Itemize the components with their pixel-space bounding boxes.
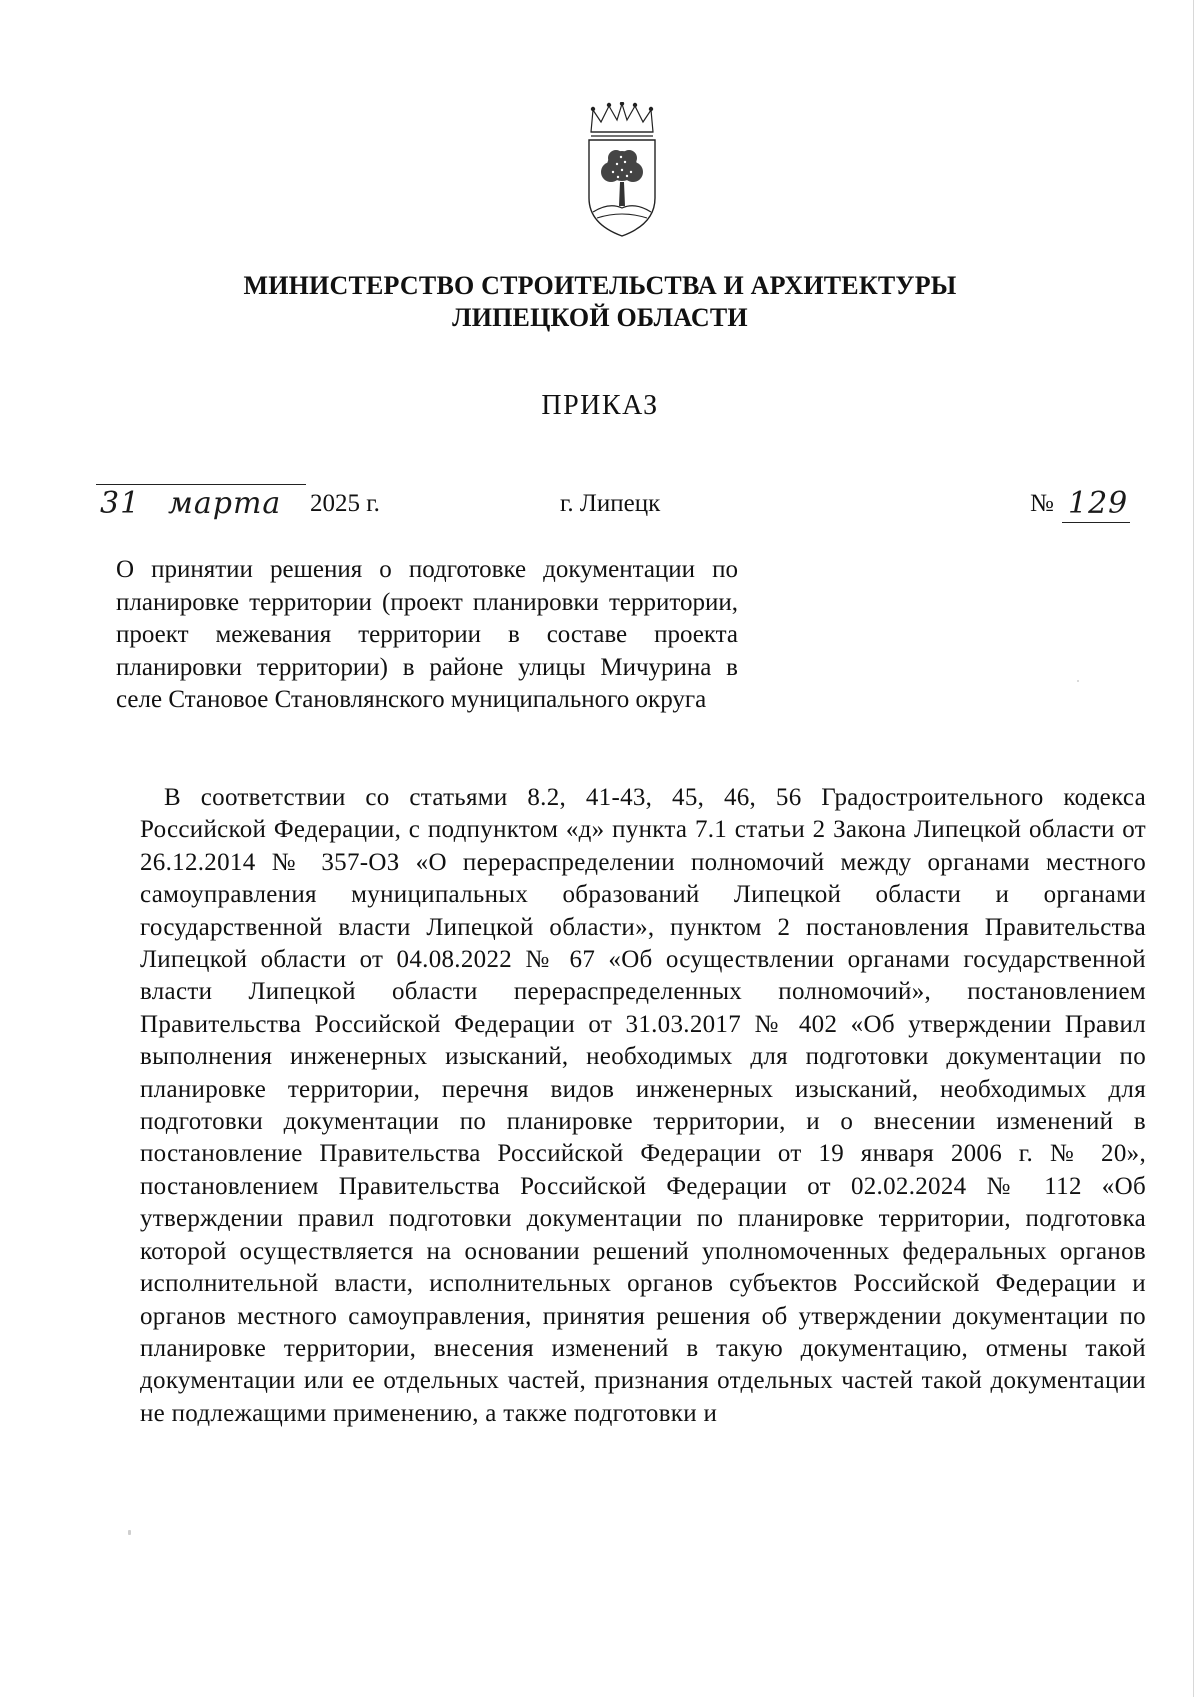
document-year: 2025 г. xyxy=(310,490,380,517)
document-city: г. Липецк xyxy=(560,490,661,517)
scan-edge xyxy=(1193,0,1194,1697)
document-type: ПРИКАЗ xyxy=(541,390,659,421)
order-title: О принятии решения о подготовке документации по планировке территории (проект планировки территории, проект межевания территории в составе проекта планировки территории) в районе улицы Мичурина в селе Становое Становлянского муниципального округа xyxy=(116,556,738,713)
handwritten-date-day: 31 xyxy=(100,486,141,521)
handwritten-date-month: марта xyxy=(168,486,282,521)
order-body-paragraph: В соответствии со статьями 8.2, 41-43, 45, 46, 56 Градостроительного кодекса Российской Федерации, с подпунктом «д» пункта 7.1 статьи 2 Закона Липецкой области от 26.12.2014 № 357-ОЗ «О перераспределении полномочий между органами местного самоуправления муниципальных образований Липецкой области и органами государственной власти Липецкой области», пунктом 2 постановления Правительства Липецкой области от 04.08.2022 № 67 «Об осуществлении органами государственной власти Липецкой области перераспределенных полномочий», постановлением Правительства Российской Федерации от 31.03.2017 № 402 «Об утверждении Правил выполнения инженерных изысканий, необходимых для подготовки документации по планировке территории, перечня видов инженерных изысканий, необходимых для подготовки документации по планировке территории, и о внесении изменений в постановление Правительства Российской Федерации от 19 января 2006 г. № 20», постановлением Правительства Российской Федерации от 02.02.2024 № 112 «Об утверждении правил подготовки документации по планировке территории, подготовка которой осуществляется на основании решений уполномоченных федеральных органов исполнительной власти, исполнительных органов субъектов Российской Федерации и органов местного самоуправления, принятия решения об утверждении документации по планировке территории, внесения изменений в такую документацию, отмены такой документации или ее отдельных частей, признания отдельных частей такой документации не подлежащими применению, а также подготовки и xyxy=(140,784,1146,1427)
coat-of-arms-emblem xyxy=(583,102,661,238)
scan-speck xyxy=(1077,680,1079,682)
handwritten-document-number: 129 xyxy=(1068,486,1129,521)
ministry-name-line1: МИНИСТЕРСТВО СТРОИТЕЛЬСТВА И АРХИТЕКТУРЫ xyxy=(243,271,957,300)
date-underline xyxy=(96,484,306,485)
ministry-name-line2: ЛИПЕЦКОЙ ОБЛАСТИ xyxy=(452,303,748,332)
number-underline xyxy=(1062,522,1130,523)
number-sign: № xyxy=(1030,490,1054,517)
scan-speck xyxy=(128,1530,131,1535)
